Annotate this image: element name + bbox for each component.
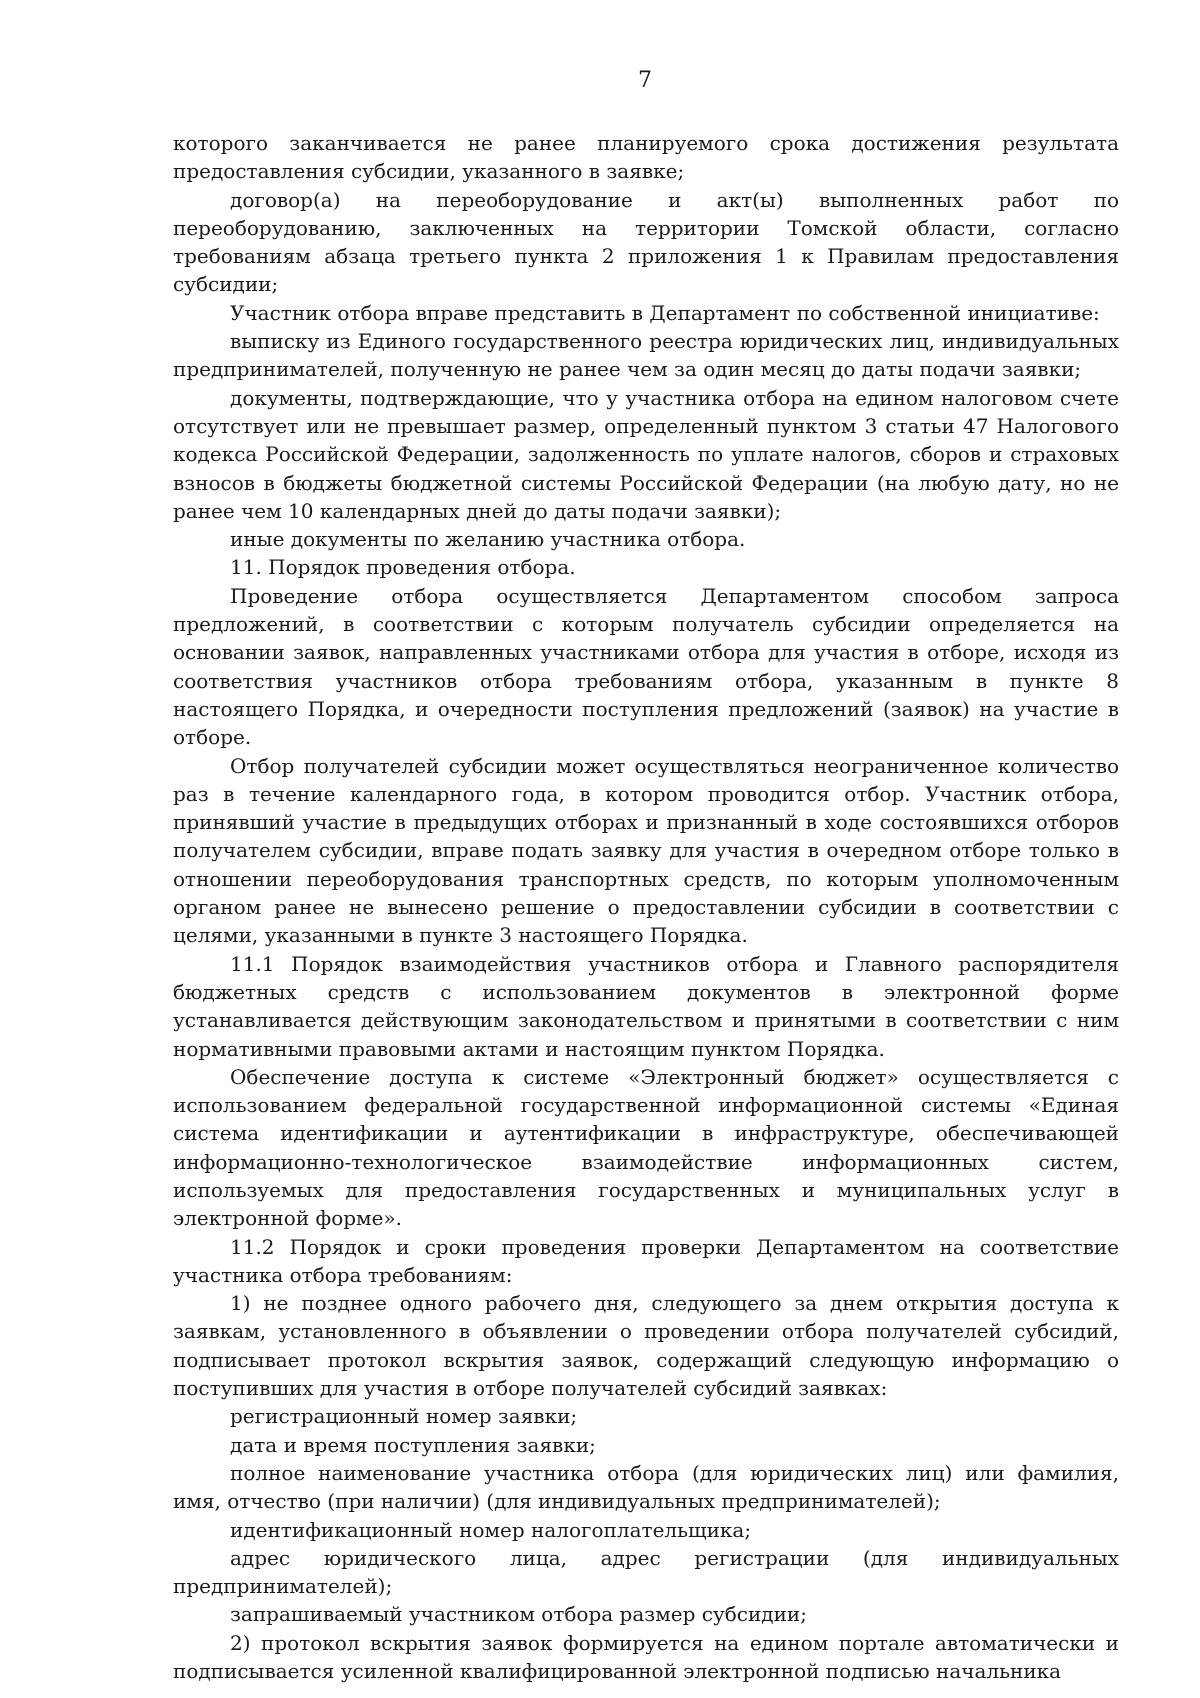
list-item: дата и время поступления заявки; (230, 1432, 596, 1457)
paragraph: Отбор получателей субсидии может осуществляться неограниченное количество раз в течение календарного года, в котором проводится отбор. Участник отбора, принявший участие в предыдущих отборах и признанный в ходе состоявшихся отборов получателем субсидии, вправе подать заявку для участия в очередном отборе только в отношении переоборудования транспортных средств, по которым уполномоченным органом ранее не вынесено решение о предоставлении субсидии в соответствии с целями, указанными в пункте 3 настоящего Порядка. (173, 753, 1119, 948)
paragraph: иные документы по желанию участника отбора. (230, 527, 746, 552)
paragraph: документы, подтверждающие, что у участника отбора на едином налоговом счете отсутствует или не превышает размер, определенный пунктом 3 статьи 47 Налогового кодекса Российской Федерации, задолженность по уплате налогов, сборов и страховых взносов в бюджеты бюджетной системы Российской Федерации (на любую дату, но не ранее чем 10 календарных дней до даты подачи заявки); (173, 385, 1119, 523)
list-item: регистрационный номер заявки; (230, 1404, 578, 1429)
paragraph: 11.2 Порядок и сроки проведения проверки Департаментом на соответствие участника отбора требованиям: (173, 1234, 1119, 1287)
paragraph: 11.1 Порядок взаимодействия участников отбора и Главного распорядителя бюджетных средств с использованием документов в электронной форме устанавливается действующим законодательством и принятыми в соответствии с ним нормативными правовыми актами и настоящим пунктом Порядка. (173, 951, 1119, 1061)
list-item: идентификационный номер налогоплательщика; (230, 1517, 752, 1542)
document-body (173, 129, 1119, 1685)
paragraph: Проведение отбора осуществляется Департаментом способом запроса предложений, в соответствии с которым получатель субсидии определяется на основании заявок, направленных участниками отбора для участия в отборе, исходя из соответствия участников отбора требованиям отбора, указанным в пункте 8 настоящего Порядка, и очередности поступления предложений (заявок) на участие в отборе. (173, 583, 1119, 750)
paragraph: Участник отбора вправе представить в Департамент по собственной инициативе: (230, 300, 1100, 325)
paragraph: выписку из Единого государственного реестра юридических лиц, индивидуальных предпринимателей, полученную не ранее чем за один месяц до даты подачи заявки; (173, 329, 1119, 382)
paragraph: 1) не позднее одного рабочего дня, следующего за днем открытия доступа к заявкам, установленного в объявлении о проведении отбора получателей субсидий, подписывает протокол вскрытия заявок, содержащий следующую информацию о поступивших для участия в отборе получателей субсидий заявках: (173, 1291, 1119, 1401)
list-item: адрес юридического лица, адрес регистрации (для индивидуальных предпринимателей); (173, 1545, 1119, 1599)
paragraph: 2) протокол вскрытия заявок формируется на едином портале автоматически и подписывается усиленной квалифицированной электронной подписью начальника (173, 1630, 1119, 1684)
page-number: 7 (638, 68, 652, 93)
paragraph: которого заканчивается не ранее планируемого срока достижения результата предоставления субсидии, указанного в заявке; (173, 131, 1119, 184)
section-heading: 11. Порядок проведения отбора. (230, 555, 576, 580)
paragraph: Обеспечение доступа к системе «Электронный бюджет» осуществляется с использованием федеральной государственной информационной системы «Единая система идентификации и аутентификации в инфраструктуре, обеспечивающей информационно-технологическое взаимодействие информационных систем, используемых для предоставления государственных и муниципальных услуг в электронной форме». (173, 1064, 1119, 1231)
paragraph: договор(а) на переоборудование и акт(ы) выполненных работ по переоборудованию, заключенных на территории Томской области, согласно требованиям абзаца третьего пункта 2 приложения 1 к Правилам предоставления субсидии; (173, 187, 1119, 297)
list-item: запрашиваемый участником отбора размер субсидии; (230, 1602, 808, 1627)
list-item: полное наименование участника отбора (для юридических лиц) или фамилия, имя, отчество (при наличии) (для индивидуальных предпринимателей); (173, 1460, 1119, 1514)
